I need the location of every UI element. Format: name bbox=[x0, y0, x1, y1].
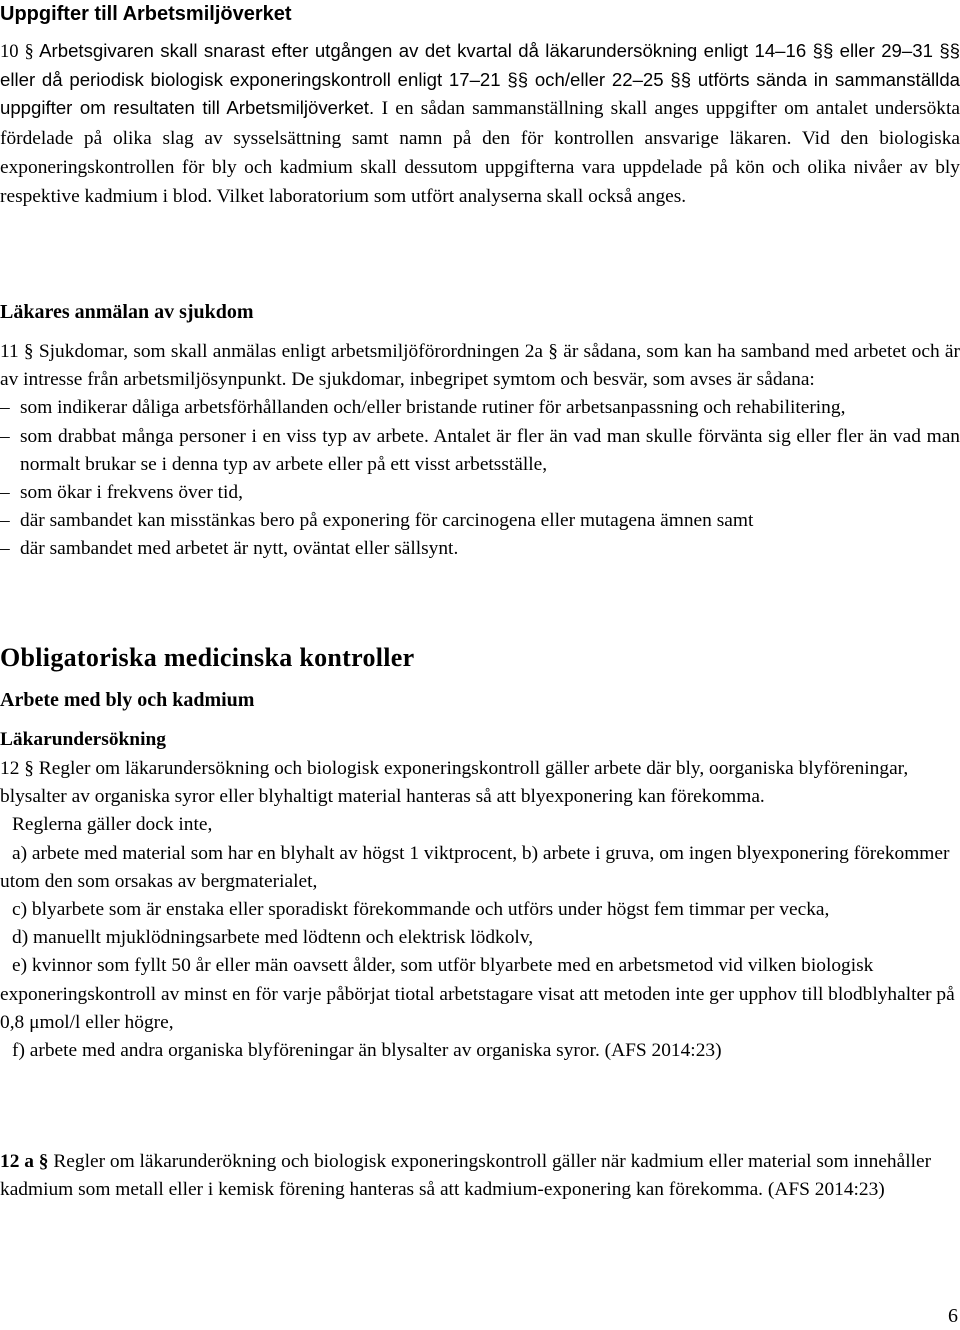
heading-uppgifter: Uppgifter till Arbetsmiljöverket bbox=[0, 3, 292, 25]
paragraph-12a bbox=[0, 1148, 960, 1204]
list-item: – som drabbat många personer i en viss typ av arbete. Antalet är fler än vad man skulle förvänta sig eller fler än vad man normalt brukar se i denna typ av arbete eller på ett visst arbetsställe, bbox=[0, 423, 960, 479]
paragraph-10-text-a: Arbetsgivaren skall snarast efter utgången av det kvartal då läkarundersökning enligt 14–16 §§ eller 29–31 §§ eller då periodisk biologisk exponeringskontroll enligt 17–21 §§ och/eller 22–25 §§ utförts sända in sammanställda uppgifter om resultaten till Arbetsmiljöverket. bbox=[0, 40, 960, 119]
paragraph-12a-text: Regler om läkarunderökning och biologisk exponeringskontroll gäller när kadmium eller material som innehåller kadmium som metall eller i kemisk förening hanteras så att kadmium-exponering kan förekomma. (AFS 2014:23) bbox=[0, 1151, 932, 1201]
paragraph-11-text: Sjukdomar, som skall anmälas enligt arbetsmiljöförordningen 2a § är sådana, som kan ha samband med arbetet och är av intresse från arbetsmiljösynpunkt. De sjukdomar, inbegripet symtom och besvär, som avses är sådana: bbox=[0, 341, 960, 391]
heading-lakares-anmalan: Läkares anmälan av sjukdom bbox=[0, 301, 254, 323]
list-item: – som indikerar dåliga arbetsförhållanden och/eller bristande rutiner för arbetsanpassning och rehabilitering, bbox=[0, 394, 960, 422]
exceptions-intro: Reglerna gäller dock inte, bbox=[12, 814, 213, 836]
exception-e: e) kvinnor som fyllt 50 år eller män oavsett ålder, som utför blyarbete med en arbetsmetod vid vilken biologisk exponeringskontroll av minst en för varje påbörjat tiotal arbetstagare visat att metoden inte ger upphov till blodblyhalter på 0,8 μmol/l eller högre, bbox=[0, 955, 955, 1033]
section-lakares bbox=[0, 298, 960, 326]
paragraph-number-10: 10 § bbox=[0, 41, 34, 62]
paragraph-12-text: Regler om läkarundersökning och biologisk exponeringskontroll gäller arbete där bly, oorganiska blyföreningar, blysalter av organiska syror eller blyhaltigt material hanteras så att blyexponering kan förekomma. bbox=[0, 758, 909, 808]
paragraph-11 bbox=[0, 338, 960, 564]
list-item: – som ökar i frekvens över tid, bbox=[0, 479, 960, 507]
exception-c: c) blyarbete som är enstaka eller sporadiskt förekommande och utförs under högst fem timmar per vecka, bbox=[12, 899, 830, 921]
section-obligatoriska bbox=[0, 642, 960, 674]
section-uppgifter bbox=[0, 0, 960, 28]
heading-bly-kadmium: Arbete med bly och kadmium bbox=[0, 689, 255, 711]
exception-d: d) manuellt mjuklödningsarbete med lödtenn och elektrisk lödkolv, bbox=[12, 927, 534, 949]
dash-bullet: – bbox=[0, 397, 10, 419]
paragraph-12 bbox=[0, 755, 960, 1065]
exception-f: f) arbete med andra organiska blyföreningar än blysalter av organiska syror. (AFS 2014:23) bbox=[12, 1040, 722, 1062]
exception-a-b: a) arbete med material som har en blyhalt av högst 1 viktprocent, b) arbete i gruva, om ingen blyexponering förekommer utom den som orsakas av bergmaterialet, bbox=[0, 842, 950, 892]
paragraph-number-12: 12 § bbox=[0, 758, 34, 779]
dash-bullet: – bbox=[0, 425, 10, 447]
dash-bullet: – bbox=[0, 482, 10, 504]
paragraph-10-text-b: I en sådan sammanställning skall anges uppgifter om antalet undersökta fördelade på olika slag av sysselsättning samt namn på den för kontrollen ansvarige läkaren. Vid den biologiska exponeringskontrollen för bly och kadmium skall dessutom uppgifterna vara uppdelade på kön och olika nivåer av bly respektive kadmium i blod. Vilket laboratorium som utfört analyserna skall också anges. bbox=[0, 98, 960, 208]
dash-bullet: – bbox=[0, 538, 10, 560]
paragraph-number-11: 11 § bbox=[0, 341, 34, 362]
paragraph-10 bbox=[0, 37, 960, 211]
heading-obligatoriska: Obligatoriska medicinska kontroller bbox=[0, 643, 415, 672]
heading-lakarundersokning: Läkarundersökning bbox=[0, 729, 166, 750]
dash-bullet: – bbox=[0, 510, 10, 532]
list-item: – där sambandet med arbetet är nytt, oväntat eller sällsynt. bbox=[0, 535, 960, 563]
paragraph-number-12a: 12 a § bbox=[0, 1151, 49, 1172]
page-number: 6 bbox=[948, 1305, 958, 1327]
section-lakarundersokning bbox=[0, 726, 960, 754]
section-bly-kadmium bbox=[0, 686, 960, 714]
disease-criteria-list bbox=[0, 394, 960, 563]
list-item: – där sambandet kan misstänkas bero på exponering för carcinogena eller mutagena ämnen samt bbox=[0, 507, 960, 535]
